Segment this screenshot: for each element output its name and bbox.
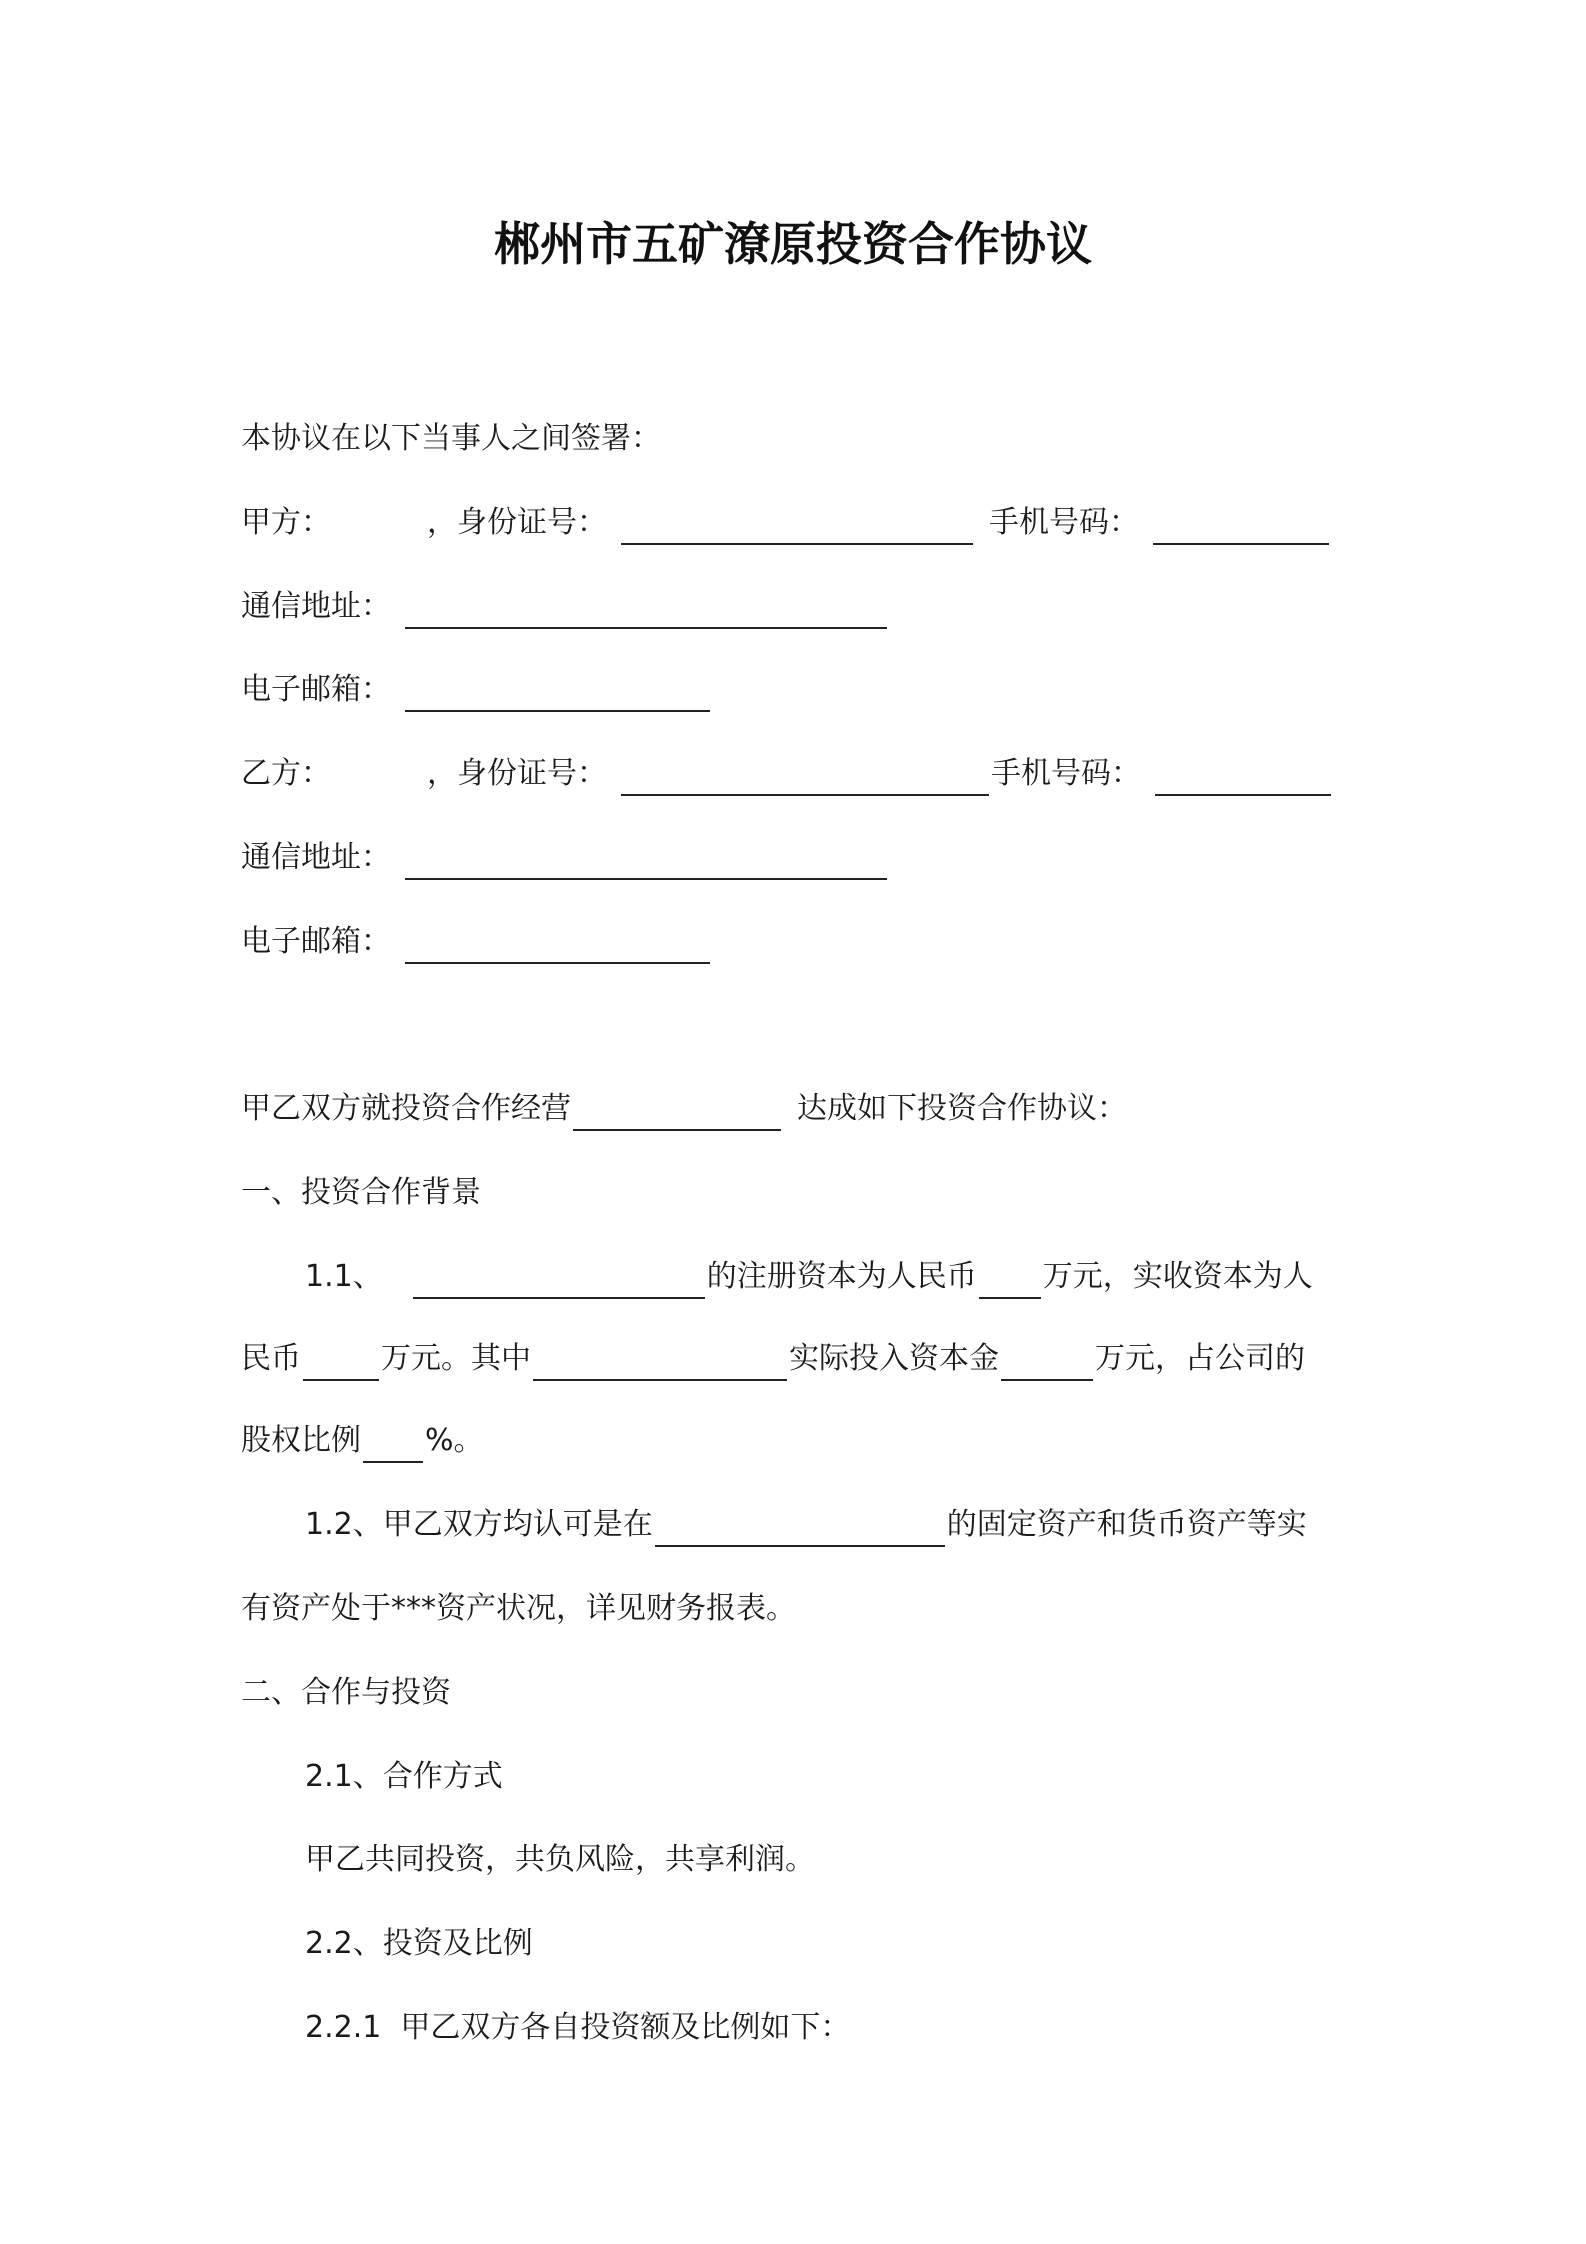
party-a-row (241, 501, 1331, 545)
clause-1-1-text-b: 万元，实收资本为人 (1042, 1259, 1313, 1294)
registered-capital-blank[interactable] (979, 1263, 1041, 1299)
clause-1-2-line-1 (305, 1503, 1307, 1547)
party-a-email-blank[interactable] (405, 676, 710, 712)
party-a-email-label: 电子邮箱： (241, 672, 391, 707)
party-b-email-label: 电子邮箱： (241, 924, 391, 959)
section-2-heading-text: 二、合作与投资 (241, 1675, 451, 1710)
clause-1-1-text-c: 民币 (241, 1341, 301, 1376)
party-a-phone-blank[interactable] (1153, 509, 1329, 545)
paid-in-capital-blank[interactable] (303, 1345, 379, 1381)
clause-1-1-text-h: %。 (425, 1423, 484, 1458)
party-a-email-row (241, 668, 712, 712)
section-1-heading-text: 一、投资合作背景 (241, 1175, 481, 1210)
party-b-label: 乙方： (241, 756, 331, 791)
intro-text: 本协议在以下当事人之间签署： (241, 421, 661, 456)
clause-1-2-text-a: 1.2、甲乙双方均认可是在 (305, 1507, 653, 1542)
party-b-id-label: ，身份证号： (427, 756, 607, 791)
party-a-label: 甲方： (241, 505, 331, 540)
clause-2-1-body-text: 甲乙共同投资，共负风险，共享利润。 (305, 1842, 815, 1877)
clause-2-1-text: 2.1、合作方式 (305, 1759, 503, 1794)
party-a-address-row (241, 585, 889, 629)
clause-2-1-heading (305, 1755, 503, 1799)
party-b-id-blank[interactable] (621, 760, 989, 796)
clause-1-1-text-g: 股权比例 (241, 1423, 361, 1458)
agreement-line (241, 1087, 1127, 1131)
clause-2-1-body (305, 1838, 815, 1882)
clause-1-1-line-2 (241, 1337, 1305, 1381)
clause-1-1-text-a: 的注册资本为人民币 (706, 1259, 977, 1294)
party-b-address-label: 通信地址： (241, 840, 391, 875)
party-a-address-label: 通信地址： (241, 589, 391, 624)
party-a-phone-label: 手机号码： (989, 505, 1139, 540)
company-name-blank[interactable] (413, 1263, 705, 1299)
investor-name-blank[interactable] (533, 1345, 787, 1381)
party-b-address-blank[interactable] (405, 844, 887, 880)
party-a-address-blank[interactable] (405, 593, 887, 629)
clause-1-1-line-1 (305, 1255, 1313, 1299)
clause-1-1-line-3 (241, 1419, 484, 1463)
agreement-post: 达成如下投资合作协议： (797, 1091, 1127, 1126)
party-a-id-blank[interactable] (621, 509, 973, 545)
party-b-email-blank[interactable] (405, 928, 710, 964)
section-2-heading (241, 1671, 451, 1715)
clause-1-2-line-2 (241, 1587, 796, 1631)
party-a-id-label: ，身份证号： (427, 505, 607, 540)
clause-1-1-text-d: 万元。其中 (381, 1341, 531, 1376)
section-1-heading (241, 1171, 481, 1215)
asset-holder-blank[interactable] (655, 1511, 945, 1547)
document-title: 郴州市五矿潦原投资合作协议 (494, 217, 1092, 271)
party-b-address-row (241, 836, 889, 880)
clause-1-2-text-b: 的固定资产和货币资产等实 (946, 1507, 1307, 1542)
clause-1-1-number: 1.1、 (305, 1259, 383, 1294)
capital-contribution-blank[interactable] (1001, 1345, 1093, 1381)
clause-1-1-text-f: 万元，占公司的 (1095, 1341, 1305, 1376)
clause-2-2-heading (305, 1922, 533, 1966)
party-b-phone-label: 手机号码： (991, 756, 1141, 791)
clause-1-2-text-c: 有资产处于***资产状况，详见财务报表。 (241, 1591, 796, 1626)
clause-2-2-1 (305, 2006, 850, 2050)
party-b-row (241, 752, 1333, 796)
equity-ratio-blank[interactable] (363, 1427, 423, 1463)
intro-line (241, 417, 661, 461)
clause-1-1-text-e: 实际投入资本金 (789, 1341, 999, 1376)
clause-2-2-1-text: 2.2.1 甲乙双方各自投资额及比例如下： (305, 2010, 851, 2045)
agreement-business-blank[interactable] (573, 1095, 781, 1131)
party-b-phone-blank[interactable] (1155, 760, 1331, 796)
clause-2-2-text: 2.2、投资及比例 (305, 1926, 533, 1961)
agreement-pre: 甲乙双方就投资合作经营 (241, 1091, 571, 1126)
party-b-email-row (241, 920, 712, 964)
